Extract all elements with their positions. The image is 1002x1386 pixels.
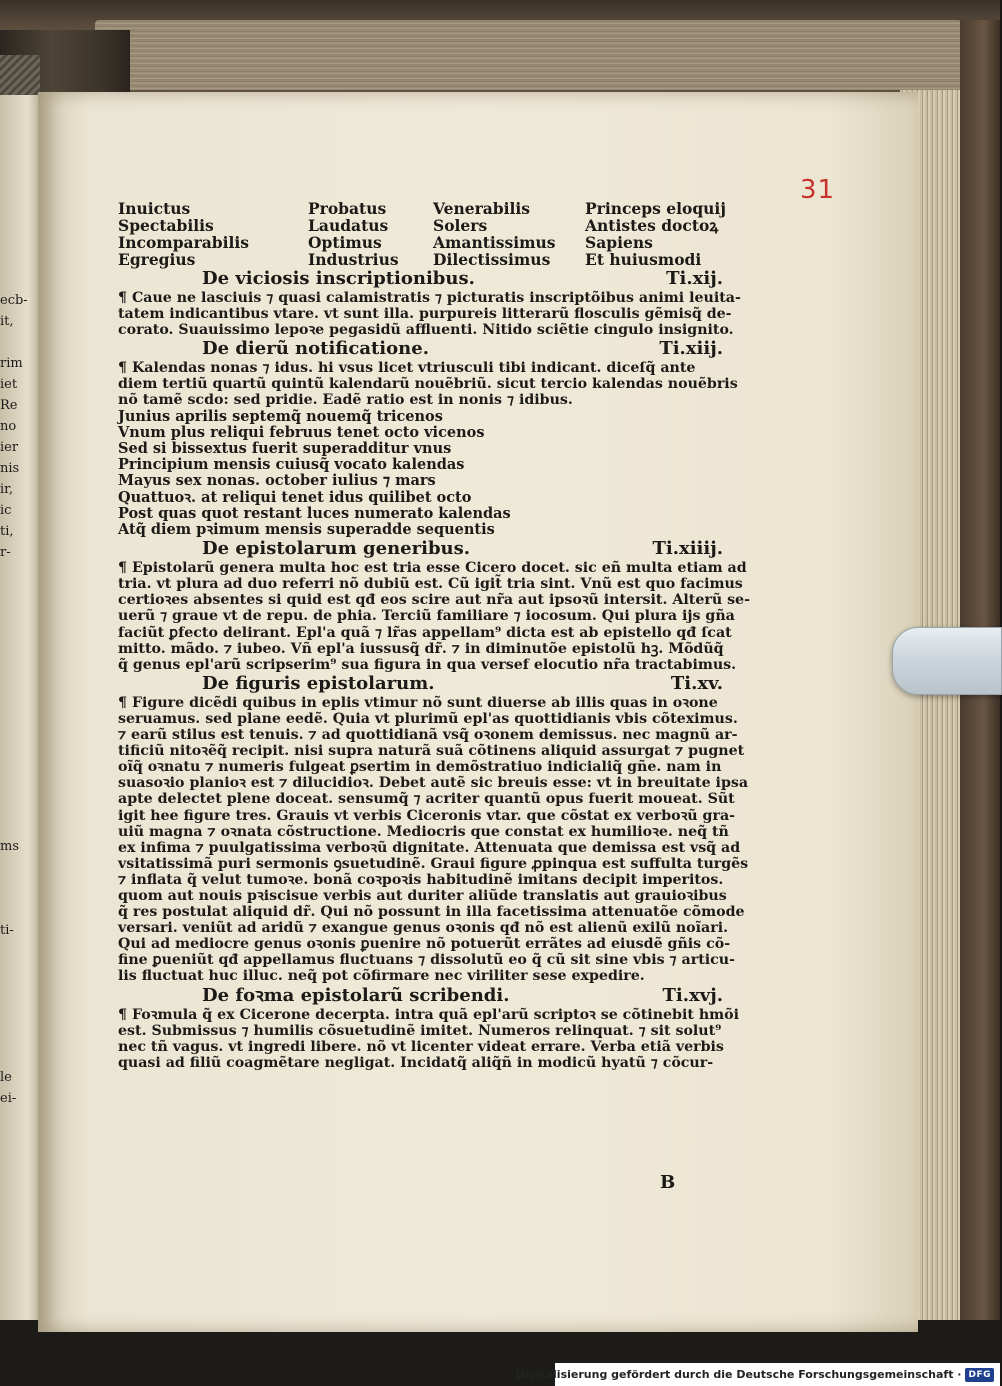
calendar-verse (118, 409, 743, 539)
verse-line: Vnum plus reliqui februus tenet octo vicenos (118, 423, 485, 441)
names-column (118, 200, 308, 268)
honorific-names-grid (118, 200, 743, 268)
margin-fragment (0, 1025, 22, 1046)
margin-fragment: ti, (0, 524, 14, 539)
margin-fragment (0, 332, 22, 353)
margin-fragment: ic (0, 503, 12, 518)
folio-number: 31 (800, 175, 836, 205)
text-line: versari. veniũt ad aridũ ⁊ exangue genus oꝛonis qđ nõ est alienũ exilũ noĩari. (118, 920, 729, 937)
dfg-logo: DFG (965, 1368, 994, 1382)
text-line: mitto. mãdo. ⁊ iubeo. Vñ epl'a iussusq̃ dr̃. ⁊ in diminutõe epistolũ hꝫ. Mõdũq̃ (118, 640, 724, 657)
margin-fragment (0, 626, 22, 647)
honorific-name: Inuictus (118, 199, 191, 218)
text-line: quom aut nouis pꝛiscisue verbis aut duriter aliũde translatis aut grauioꝛibus (118, 887, 727, 904)
margin-fragment: nis (0, 461, 20, 476)
section-title: De foꝛma epistolarũ scribendi. (202, 984, 510, 1006)
margin-fragment (0, 710, 22, 731)
section-heading (118, 538, 743, 560)
honorific-name: Amantissimus (433, 233, 556, 252)
text-line: ¶ Caue ne lasciuis ⁊ quasi calamistratis ⁊ picturatis inscriptõibus animi leuita- (118, 290, 741, 306)
text-line: ⁊ inflata q̃ velut tumoꝛe. bonã coꝛpoꝛis habitudinẽ imitans decipit imperitos. (118, 871, 724, 888)
honorific-name: Sapiens (585, 233, 653, 252)
margin-fragment: rim (0, 356, 23, 371)
text-line: nec tñ vagus. vt ingredi libere. nõ vt licenter videat errare. Verba etiã verbis (118, 1038, 724, 1055)
honorific-name: Dilectissimus (433, 250, 551, 269)
honorific-name: Solers (433, 216, 488, 235)
section-title: De dierũ notificatione. (202, 338, 429, 360)
verse-line: Atq̃ diem pꝛimum mensis superadde sequentis (118, 520, 495, 538)
margin-fragment (0, 1046, 22, 1067)
margin-fragment: Re (0, 398, 18, 413)
section-number: Ti.xv. (670, 672, 723, 694)
section-heading (118, 268, 743, 290)
section-title: De figuris epistolarum. (202, 672, 435, 694)
margin-fragment (0, 941, 22, 962)
text-line: faciũt ꝑfecto delirant. Epl'a quã ⁊ lr̃as appellam⁹ dicta est ab epistello qđ ſcat (118, 624, 732, 641)
honorific-name: Spectabilis (118, 216, 214, 235)
section-paragraph (118, 694, 749, 985)
text-line: uerũ ⁊ graue vt de repu. de phia. Terciũ familiare ⁊ iocosum. Qui plura ijs gña (118, 608, 735, 625)
margin-fragment: le (0, 1070, 12, 1085)
margin-fragment (0, 668, 22, 689)
honorific-name: Princeps eloquij (585, 199, 726, 218)
section-number: Ti.xiij. (659, 338, 723, 360)
signature-mark: B (660, 1172, 676, 1193)
text-line: lis fluctuat huc illuc. neq̃ pot cõfirmare nec viriliter sese expedire. (118, 968, 645, 985)
margin-fragment (0, 563, 22, 584)
honorific-name: Laudatus (308, 216, 389, 235)
margin-fragment (0, 731, 22, 752)
honorific-name: Antistes doctoꝝ (585, 216, 719, 235)
text-line: nõ tamẽ scdo: sed pridie. Eadẽ ratio est in nonis ⁊ idibus. (118, 392, 573, 409)
margin-fragment (0, 815, 22, 836)
funding-credit: Digitalisierung gefördert durch die Deutsche Forschungsgemeinschaft · (515, 1368, 962, 1381)
section-title: De viciosis inscriptionibus. (202, 268, 475, 289)
margin-fragment (0, 899, 22, 920)
verse-line: Principium mensis cuiusq̃ vocato kalendas (118, 456, 465, 474)
section-heading (118, 338, 743, 360)
text-line: est. Submissus ⁊ humilis cõsuetudinẽ imitet. Numeros relinquat. ⁊ sit solut⁹ (118, 1022, 722, 1039)
footer-bar (515, 1363, 1000, 1386)
text-line: ¶ Kalendas nonas ⁊ idus. hi vsus licet vtriusculi tibi indicant. diceſq̃ ante (118, 360, 696, 377)
text-line: seruamus. sed plane eedẽ. Quia vt plurimũ epl'as quottidianis vbis cõteximus. (118, 710, 738, 727)
section-heading (118, 673, 743, 695)
names-column (585, 200, 743, 268)
margin-fragment: no (0, 419, 17, 434)
text-line: tificiũ nitoꝛẽq̃ recipit. nisi supra naturã suã cõtinens aliquid assurgat ⁊ pugnet (118, 743, 745, 760)
names-column (433, 200, 585, 268)
margin-fragment: ier (0, 440, 19, 455)
section-number: Ti.xiiij. (652, 538, 723, 560)
text-line: ¶ Foꝛmula q̃ ex Cicerone decerpta. intra quã epl'arũ scriptoꝛ se cõtinebit hmõi (118, 1006, 740, 1023)
text-line: quasi ad filiũ coagmẽtare negligat. Incidatq̃ aliq̃ñ in modicũ hyatũ ⁊ cõcur- (118, 1054, 714, 1071)
margin-fragment (0, 962, 22, 983)
margin-fragment (0, 983, 22, 1004)
text-line: Qui ad mediocre genus oꝛonis ꝑuenire nõ potuerũt errãtes ad eiusdẽ gñis cõ- (118, 936, 731, 953)
names-column (308, 200, 433, 268)
margin-fragment (0, 773, 22, 794)
spine-strap (0, 55, 40, 95)
margin-fragment: ir, (0, 482, 14, 497)
left-margin-fragments (0, 290, 28, 1109)
section-paragraph (118, 360, 743, 408)
margin-fragment: ms (0, 839, 19, 854)
text-line: oĩq̃ oꝛnatu ⁊ numeris fulgeat ꝑsertim in demõstratiuo indicialiq̃ gñe. nam in (118, 759, 722, 776)
section-paragraph (118, 290, 743, 338)
text-line: suasoꝛio planioꝛ est ⁊ dilucidioꝛ. Debet autẽ sic breuis esse: vt in breuitate ipsa (118, 775, 749, 792)
margin-fragment (0, 647, 22, 668)
text-line: fine ꝑueniũt qđ appellamus fluctuans ⁊ dissolutũ eo q̃ cũ sit sine vbis ⁊ articu- (118, 952, 735, 969)
text-line: q̃ res postulat aliquid dr̃. Qui nõ possunt in illa facetissima attenuatõe cõmode (118, 904, 745, 921)
verse-line: Mayus sex nonas. october iulius ⁊ mars (118, 472, 436, 490)
honorific-name: Incomparabilis (118, 233, 250, 252)
text-line: ⁊ earũ stilus est tenuis. ⁊ ad quottidianã vsq̃ oꝛonem demissus. nec magnũ ar- (118, 727, 738, 744)
margin-fragment (0, 605, 22, 626)
sections-container (118, 268, 750, 1071)
margin-fragment (0, 584, 22, 605)
verse-line: Junius aprilis septemq̃ nouemq̃ tricenos (118, 407, 443, 425)
verse-line: Sed si bissextus fuerit superadditur vnus (118, 439, 452, 457)
margin-fragment: ecb- (0, 293, 28, 308)
page-tab-marker (892, 627, 1002, 695)
honorific-name: Industrius (308, 250, 399, 269)
text-line: q̃ genus epl'arũ scripserim⁹ sua figura in qua versef elocutio nr̃a tractabimus. (118, 656, 737, 673)
text-line: corato. Suauissimo lepoꝛe pegasidũ affluenti. Nitido sciẽtie cingulo insignito. (118, 322, 734, 339)
honorific-name: Optimus (308, 233, 382, 252)
margin-fragment (0, 689, 22, 710)
section-paragraph (118, 1007, 743, 1071)
section-heading (118, 985, 743, 1007)
text-line: tria. vt plura ad duo referri nõ dubiũ est. Cũ igit̃ tria sint. Vnũ est quo facimus (118, 576, 743, 593)
text-line: diem tertiũ quartũ quintũ kalendarũ nouẽbriũ. sicut tercio kalendas nouẽbris (118, 376, 738, 393)
section-title: De epistolarum generibus. (202, 538, 471, 560)
verse-line: Quattuoꝛ. at reliqui tenet idus quilibet octo (118, 488, 472, 506)
text-line: igit hee figure tres. Grauis vt verbis Ciceronis vtar. que cõstat ex verboꝛũ gra- (118, 807, 736, 824)
text-line: ex infima ⁊ puulgatissima verboꝛũ dignitate. Attenuata que demissa est vsq̃ ad (118, 839, 741, 856)
text-line: ¶ Figure dicẽdi quibus in eplis vtimur nõ sunt diuerse ab illis quas in oꝛone (118, 694, 718, 711)
honorific-name: Venerabilis (433, 199, 531, 218)
margin-fragment: ti- (0, 923, 14, 938)
text-line: vsitatissimã puri sermonis ꝯsuetudinẽ. Graui figure ꝓpinqua est suffulta turgẽs (118, 855, 749, 872)
text-line: tatem indicantibus vtare. vt sunt illa. purpureis litterarũ flosculis gẽmisq̃ de- (118, 306, 732, 323)
section-paragraph (118, 560, 750, 673)
left-page-edge (0, 95, 40, 1320)
text-line: uiũ magna ⁊ oꝛnata cõstructione. Mediocris que constat ex humilioꝛe. neq̃ tñ (118, 823, 729, 840)
page-block-top-edge (95, 20, 985, 90)
honorific-name: Et huiusmodi (585, 250, 702, 269)
margin-fragment (0, 1004, 22, 1025)
honorific-name: Egregius (118, 250, 196, 269)
margin-fragment: r- (0, 545, 11, 560)
margin-fragment: it, (0, 314, 14, 329)
margin-fragment: ei- (0, 1091, 17, 1106)
section-number: Ti.xvj. (662, 984, 723, 1006)
text-line: ¶ Epistolarũ genera multa hoc est tria esse Cicero docet. sic eñ multa etiam ad (118, 560, 747, 577)
verse-line: Post quas quot restant luces numerato kalendas (118, 504, 511, 522)
text-line: apte delectet plene doceat. sensumq̃ ⁊ acriter quantũ opus fuerit moueat. Sũt (118, 791, 735, 808)
margin-fragment: iet (0, 377, 18, 392)
margin-fragment (0, 878, 22, 899)
margin-fragment (0, 752, 22, 773)
text-line: certioꝛes absentes si quid est qđ eos scire aut nr̃a aut ipsoꝛũ intersit. Alterũ se- (118, 592, 750, 609)
honorific-name: Probatus (308, 199, 387, 218)
section-number: Ti.xij. (666, 268, 723, 289)
margin-fragment (0, 794, 22, 815)
margin-fragment (0, 857, 22, 878)
main-text-block (118, 199, 750, 1071)
